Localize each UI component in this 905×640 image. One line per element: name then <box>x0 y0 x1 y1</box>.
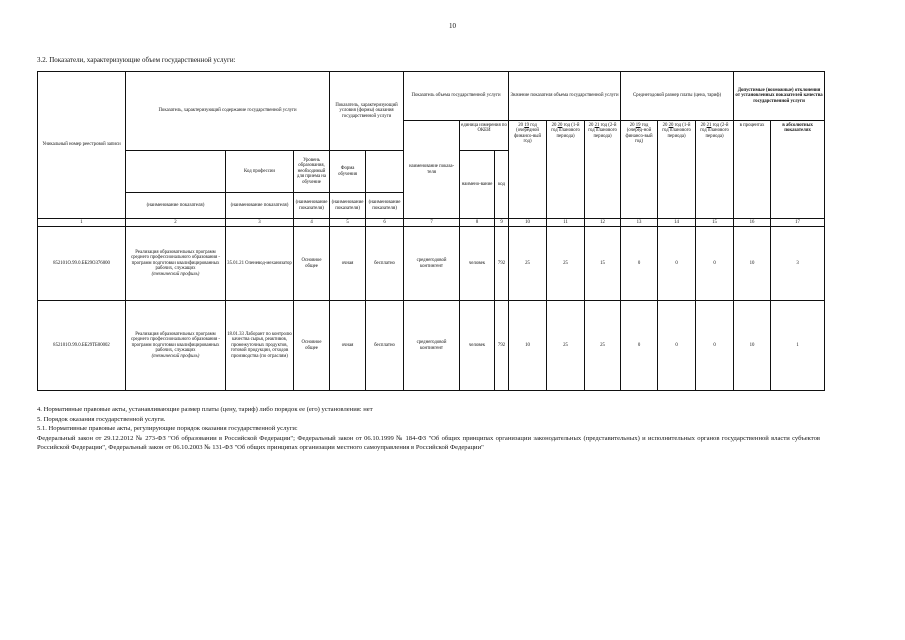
cell-form: очная <box>330 227 366 301</box>
cell-level: Основное общее <box>294 227 330 301</box>
cell-deviation-percent: 10 <box>734 301 771 391</box>
cell-unit: человек <box>460 301 495 391</box>
name-label-col2: (наименование показателя) <box>126 193 226 219</box>
column-number: 15 <box>696 219 734 227</box>
header-indicator-name: наименование показа-теля <box>404 121 460 219</box>
header-price-group: Среднегодовой размер платы (цена, тариф) <box>621 72 734 121</box>
header-price-third: 20 21 год (2-й год планового периода) <box>696 121 734 219</box>
cell-unit: человек <box>460 227 495 301</box>
cell-price-year2: 0 <box>658 227 696 301</box>
header-content-group: Показатель, характеризующий содержание государственной услуги <box>126 72 330 151</box>
column-number: 13 <box>621 219 658 227</box>
cell-indicator: среднегодовой контингент <box>404 301 460 391</box>
cell-program: Реализация образовательных программ среднего профессионального образования - программ подготовки квалифицированных рабочих, служащих (технический профиль) <box>126 301 226 391</box>
column-number: 7 <box>404 219 460 227</box>
column-number: 11 <box>547 219 585 227</box>
column-number: 10 <box>509 219 547 227</box>
header-price-second: 20 20 год (1-й год планового периода) <box>658 121 696 219</box>
name-label-col6: (наименование показателя) <box>366 193 404 219</box>
note-5: 5. Порядок оказания государственной услуги. <box>37 415 166 423</box>
column-number: 9 <box>495 219 509 227</box>
cell-price-year1: 0 <box>621 301 658 391</box>
note-4: 4. Нормативные правовые акты, устанавливающие размер платы (цену, тариф) либо порядок ее (его) установления: нет <box>37 406 373 413</box>
cell-code: 792 <box>495 301 509 391</box>
cell-deviation-percent: 10 <box>734 227 771 301</box>
cell-level: Основное общее <box>294 301 330 391</box>
name-label-col3: (наименование показателя) <box>226 193 294 219</box>
column-number: 4 <box>294 219 330 227</box>
header-year-third: 20 21 год (2-й год планового периода) <box>585 121 621 219</box>
cell-unique-number: 852101О.99.0.ББ29ОЗ76000 <box>38 227 126 301</box>
header-volume-value-group: Значение показателя объема государственной услуги <box>509 72 621 121</box>
cell-unique-number: 852101О.99.0.ББ29ТБ00002 <box>38 301 126 391</box>
cell-value-year1: 10 <box>509 301 547 391</box>
subheader-profession-code: Код профессии <box>226 151 294 193</box>
cell-condition: бесплатно <box>366 227 404 301</box>
cell-price-year3: 0 <box>696 301 734 391</box>
note-5-1: 5.1. Нормативные правовые акты, регулирующие порядок оказания государственной услуги: <box>37 425 298 433</box>
cell-price-year2: 0 <box>658 301 696 391</box>
cell-code: 792 <box>495 227 509 301</box>
subheader-education-form: Форма обучения <box>330 151 366 193</box>
header-price-first: 20 19 год (очеред-ной финансо-вый год) <box>621 121 658 219</box>
header-year-second: 20 20 год (1-й год планового периода) <box>547 121 585 219</box>
column-number: 5 <box>330 219 366 227</box>
header-okei-code: код <box>495 151 509 219</box>
cell-value-year3: 15 <box>585 227 621 301</box>
name-label-col5: (наименование показателя) <box>330 193 366 219</box>
cell-value-year1: 25 <box>509 227 547 301</box>
notes-section <box>37 405 820 453</box>
cell-deviation-absolute: 1 <box>771 301 825 391</box>
column-number: 6 <box>366 219 404 227</box>
header-deviation-absolute: в абсолютных показателях <box>771 121 825 219</box>
column-number: 12 <box>585 219 621 227</box>
cell-condition: бесплатно <box>366 301 404 391</box>
cell-deviation-absolute: 3 <box>771 227 825 301</box>
header-volume-group: Показатель объема государственной услуги <box>404 72 509 121</box>
header-deviation-percent: в процентах <box>734 121 771 219</box>
cell-form: очная <box>330 301 366 391</box>
cell-indicator: среднегодовой контингент <box>404 227 460 301</box>
subheader-education-level: Уровень образования, необходимый для приема на обучение <box>294 151 330 193</box>
header-okei-name: наимено-вание <box>460 151 495 219</box>
header-unique-number: Уникальный номер реестровой записи <box>38 72 126 219</box>
header-condition-group: Показатель, характеризующий условия (формы) оказания государственной услуги <box>330 72 404 151</box>
volume-indicators-table <box>37 71 825 391</box>
column-number: 8 <box>460 219 495 227</box>
column-number: 14 <box>658 219 696 227</box>
cell-value-year2: 25 <box>547 227 585 301</box>
cell-price-year1: 0 <box>621 227 658 301</box>
note-laws: Федеральный закон от 29.12.2012 № 273-ФЗ "Об образовании в Российской Федерации"; Федеральный закон от 06.10.1999 № 184-ФЗ "Об общих принципах организации законодательных (представительных) и исполнительных органов государственной власти субъектов Российской Федерации", Федеральный закон от 06.10.2003 № 131-ФЗ "Об общих принципах организации местного самоуправления в Российской Федерации" <box>37 434 820 452</box>
column-number: 1 <box>38 219 126 227</box>
table-row <box>38 227 825 301</box>
section-title: 3.2. Показатели, характеризующие объем государственной услуги: <box>37 56 236 64</box>
column-number: 16 <box>734 219 771 227</box>
column-number: 2 <box>126 219 226 227</box>
subheader-blank-2 <box>366 151 404 193</box>
cell-price-year3: 0 <box>696 227 734 301</box>
name-label-col4: (наименование показателя) <box>294 193 330 219</box>
table-row <box>38 301 825 391</box>
cell-value-year2: 25 <box>547 301 585 391</box>
subheader-blank <box>126 151 226 193</box>
cell-program: Реализация образовательных программ среднего профессионального образования - программ подготовки квалифицированных рабочих, служащих (технический профиль) <box>126 227 226 301</box>
cell-value-year3: 25 <box>585 301 621 391</box>
column-number: 3 <box>226 219 294 227</box>
column-number: 17 <box>771 219 825 227</box>
cell-profession: 18.01.33 Лаборант по контролю качества сырья, реактивов, промежуточных продуктов, готовой продукции, отходов производства (по отраслям) <box>226 301 294 391</box>
header-year-first: 20 19 год (очередной финансо-вый год) <box>509 121 547 219</box>
header-okei-unit: единица измерения по ОКЕИ <box>460 121 509 151</box>
cell-profession: 35.01.21 Оленевод-механизатор <box>226 227 294 301</box>
page-number: 10 <box>449 22 456 30</box>
header-deviation-group: Допустимые (возможные) отклонения от установленных показателей качества государственной услуги <box>734 72 825 121</box>
